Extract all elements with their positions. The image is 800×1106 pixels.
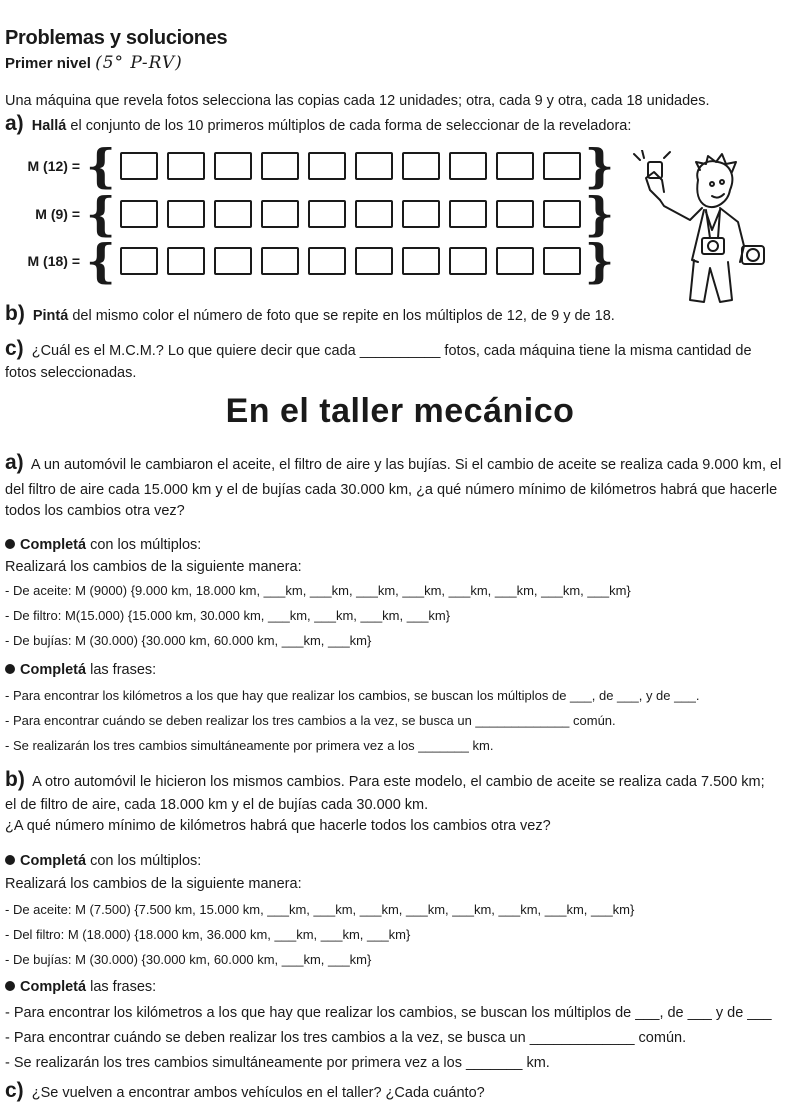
answer-box[interactable] (214, 247, 252, 275)
set-label-12: M (12) = (27, 158, 80, 174)
part-b-verb: Pintá (32, 308, 69, 324)
level-subtitle (5, 53, 183, 73)
list-item: - Para encontrar cuándo se deben realizar los tres cambios a la vez, se busca un _____________ común. (5, 1030, 687, 1046)
answer-box[interactable] (355, 200, 393, 228)
answer-box[interactable] (167, 247, 205, 275)
answer-box[interactable] (496, 200, 534, 228)
open-brace: { (86, 139, 116, 193)
answer-box[interactable] (120, 200, 158, 228)
completa-verb: Completá (20, 662, 87, 678)
answer-box[interactable] (449, 152, 487, 180)
taller-b-prompt (5, 768, 765, 791)
multiples-set-row (5, 187, 615, 241)
open-brace: { (86, 187, 116, 241)
taller-a-letter: a) (5, 451, 24, 474)
taller-c-letter: c) (5, 1079, 24, 1102)
part-c-line1: ¿Cuál es el M.C.M.? Lo que quiere decir que cada __________ fotos, cada máquina tiene la misma cantidad de (31, 343, 752, 359)
taller-a-completa-frases (5, 662, 156, 679)
taller-b-letter: b) (5, 768, 25, 791)
answer-box[interactable] (214, 200, 252, 228)
list-item: - De aceite: M (9000) {9.000 km, 18.000 km, ___km, ___km, ___km, ___km, ___km, ___km, ___km, ___km} (5, 583, 631, 598)
taller-a-line2: del filtro de aire cada 15.000 km y el de bujías cada 30.000 km, ¿a qué número mínimo de kilómetros habrá que hacerle (5, 482, 778, 498)
completa-verb: Completá (20, 853, 87, 869)
taller-b-line2: el de filtro de aire, cada 18.000 km y el de bujías cada 30.000 km. (5, 797, 429, 813)
answer-boxes-18 (120, 247, 581, 275)
taller-c-prompt (5, 1079, 485, 1102)
multiples-set-row (5, 139, 615, 193)
answer-box[interactable] (449, 200, 487, 228)
answer-box[interactable] (167, 200, 205, 228)
answer-box[interactable] (261, 247, 299, 275)
set-label-18: M (18) = (27, 253, 80, 269)
part-a-letter: a) (5, 112, 24, 135)
bullet-icon (5, 539, 15, 549)
list-item: - Para encontrar cuándo se deben realizar los tres cambios a la vez, se busca un _____________ común. (5, 713, 616, 728)
taller-a-prompt (5, 451, 782, 474)
section-title: En el taller mecánico (225, 392, 575, 430)
worksheet-title: Problemas y soluciones (5, 27, 228, 49)
close-brace: } (584, 139, 615, 193)
answer-box[interactable] (543, 247, 581, 275)
multiples-set-row (5, 234, 615, 288)
answer-box[interactable] (214, 152, 252, 180)
answer-box[interactable] (355, 247, 393, 275)
completa-rest: las frases: (90, 662, 157, 678)
part-b-letter: b) (5, 302, 25, 325)
taller-a-line3: todos los cambios otra vez? (5, 503, 185, 519)
answer-box[interactable] (449, 247, 487, 275)
answer-box[interactable] (496, 152, 534, 180)
bullet-icon (5, 855, 15, 865)
answer-box[interactable] (120, 152, 158, 180)
completa-verb: Completá (20, 979, 87, 995)
bullet-icon (5, 664, 15, 674)
taller-a-line1: A un automóvil le cambiaron el aceite, el filtro de aire y las bujías. Si el cambio de aceite se realiza cada 9.000 km, el (30, 457, 782, 473)
part-c-prompt (5, 337, 752, 360)
taller-b-completa-frases (5, 979, 156, 996)
photographer-illustration (620, 150, 770, 310)
part-a-text: el conjunto de los 10 primeros múltiplos de cada forma de seleccionar de la reveladora: (70, 118, 632, 134)
part-b-text: del mismo color el número de foto que se repite en los múltiplos de 12, de 9 y de 18. (72, 308, 615, 324)
part-c-letter: c) (5, 337, 24, 360)
close-brace: } (584, 234, 615, 288)
part-a-prompt (5, 112, 632, 135)
answer-boxes-9 (120, 200, 581, 228)
answer-box[interactable] (355, 152, 393, 180)
answer-box[interactable] (402, 152, 440, 180)
completa-rest: con los múltiplos: (90, 537, 202, 553)
answer-box[interactable] (543, 200, 581, 228)
list-item: - Para encontrar los kilómetros a los que hay que realizar los cambios, se buscan los múltiplos de ___, de ___ y de ___ (5, 1005, 772, 1021)
answer-box[interactable] (120, 247, 158, 275)
completa-rest: con los múltiplos: (90, 853, 202, 869)
answer-box[interactable] (543, 152, 581, 180)
part-a-verb: Hallá (31, 118, 67, 134)
list-item: - Para encontrar los kilómetros a los que hay que realizar los cambios, se buscan los múltiplos de ___, de ___, y de ___. (5, 688, 700, 703)
taller-b-line3: ¿A qué número mínimo de kilómetros habrá que hacerle todos los cambios otra vez? (5, 818, 551, 834)
taller-b-line1: A otro automóvil le hicieron los mismos cambios. Para este modelo, el cambio de aceite se realiza cada 7.500 km; (32, 774, 765, 790)
list-item: - De filtro: M(15.000) {15.000 km, 30.000 km, ___km, ___km, ___km, ___km} (5, 608, 451, 623)
answer-box[interactable] (308, 152, 346, 180)
list-item: - De aceite: M (7.500) {7.500 km, 15.000 km, ___km, ___km, ___km, ___km, ___km, ___km, ___km, ___km} (5, 902, 635, 917)
taller-b-manera: Realizará los cambios de la siguiente manera: (5, 876, 302, 892)
answer-box[interactable] (402, 247, 440, 275)
list-item: - De bujías: M (30.000) {30.000 km, 60.000 km, ___km, ___km} (5, 952, 372, 967)
taller-a-manera: Realizará los cambios de la siguiente manera: (5, 559, 302, 575)
list-item: - Se realizarán los tres cambios simultáneamente por primera vez a los _______ km. (5, 1055, 550, 1071)
answer-box[interactable] (308, 200, 346, 228)
level-label: Primer nivel (5, 55, 91, 72)
completa-verb: Completá (20, 537, 87, 553)
list-item: - De bujías: M (30.000) {30.000 km, 60.000 km, ___km, ___km} (5, 633, 372, 648)
completa-rest: las frases: (90, 979, 157, 995)
answer-box[interactable] (167, 152, 205, 180)
intro-text: Una máquina que revela fotos selecciona las copias cada 12 unidades; otra, cada 9 y otra, cada 18 unidades. (5, 93, 710, 109)
answer-box[interactable] (496, 247, 534, 275)
taller-c-text: ¿Se vuelven a encontrar ambos vehículos en el taller? ¿Cada cuánto? (31, 1085, 485, 1101)
answer-box[interactable] (261, 200, 299, 228)
answer-box[interactable] (261, 152, 299, 180)
answer-box[interactable] (308, 247, 346, 275)
part-b-prompt (5, 302, 615, 325)
part-c-line2: fotos seleccionadas. (5, 365, 137, 381)
answer-boxes-12 (120, 152, 581, 180)
list-item: - Se realizarán los tres cambios simultáneamente por primera vez a los _______ km. (5, 738, 494, 753)
open-brace: { (86, 234, 116, 288)
list-item: - Del filtro: M (18.000) {18.000 km, 36.000 km, ___km, ___km, ___km} (5, 927, 411, 942)
bullet-icon (5, 981, 15, 991)
close-brace: } (584, 187, 615, 241)
answer-box[interactable] (402, 200, 440, 228)
taller-b-completa-multiplos (5, 853, 201, 870)
set-label-9: M (9) = (35, 206, 80, 222)
taller-a-completa-multiplos (5, 537, 201, 554)
handwritten-note: (5° P-RV) (95, 53, 183, 73)
